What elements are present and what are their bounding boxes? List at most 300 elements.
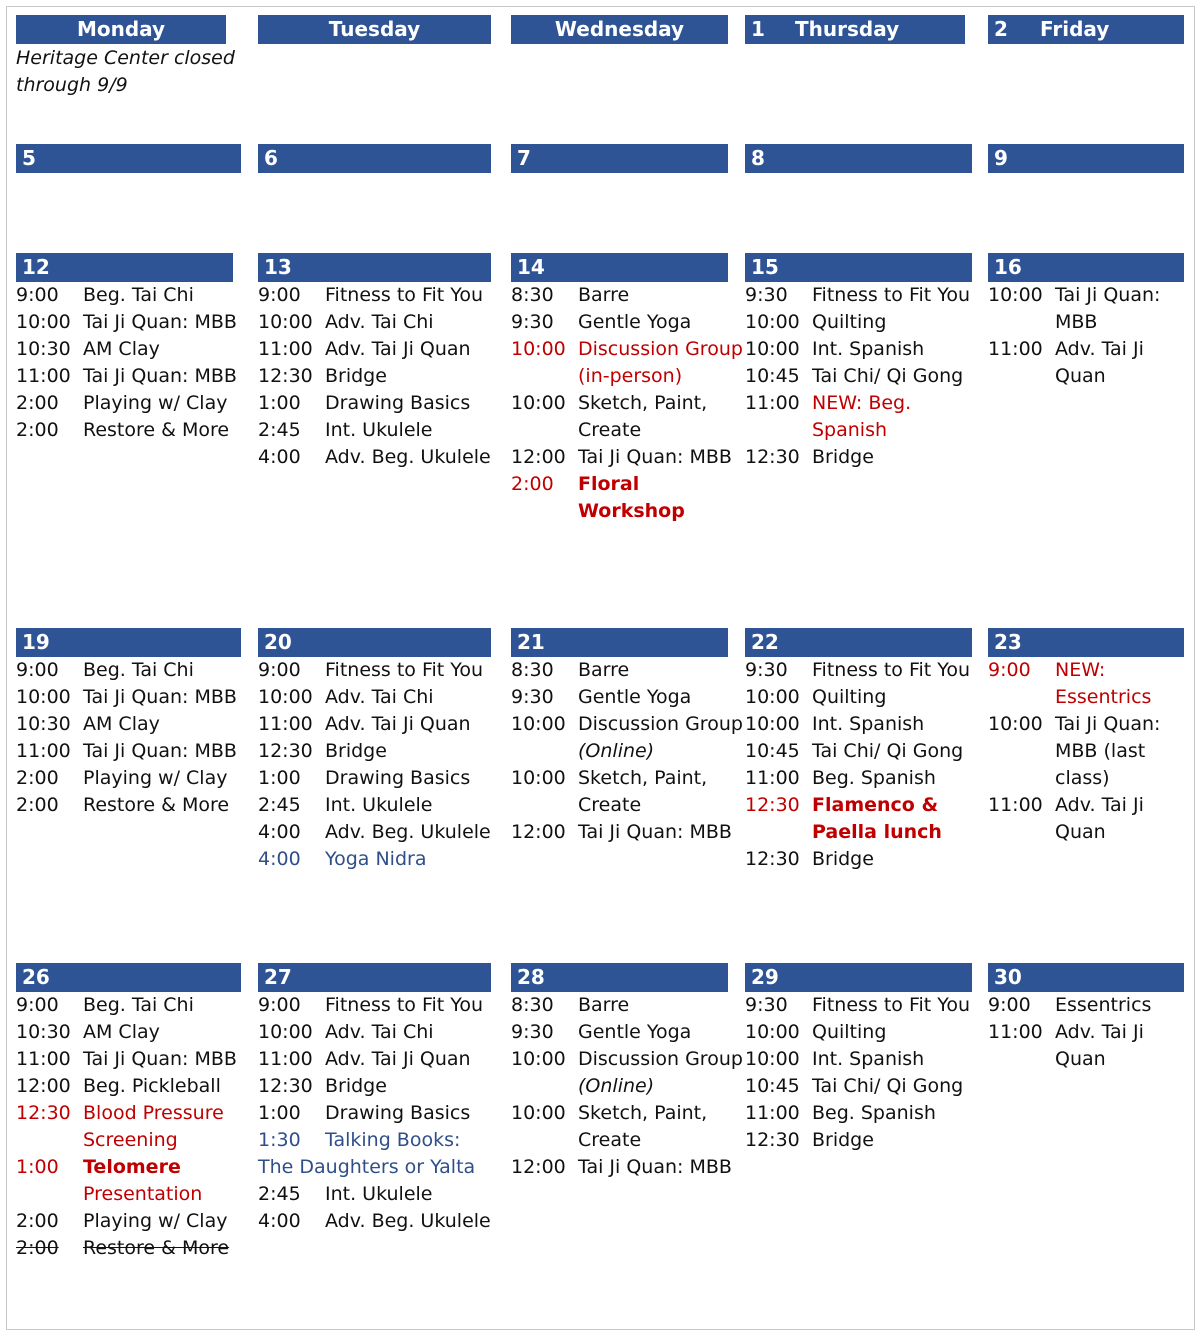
day-number: 7 <box>517 146 531 170</box>
event-time: 9:00 <box>258 659 301 681</box>
date-bar-13 <box>258 253 491 282</box>
event-item <box>511 819 747 846</box>
event-time: 10:00 <box>511 767 566 789</box>
event-item <box>16 711 252 738</box>
event-time: 9:00 <box>988 994 1031 1016</box>
event-time: 11:00 <box>988 794 1043 816</box>
event-item <box>511 336 747 390</box>
event-item <box>511 282 747 309</box>
event-name <box>812 792 981 846</box>
event-time: 10:00 <box>745 1021 800 1043</box>
event-name-text: Gentle Yoga <box>578 311 692 333</box>
event-name <box>812 657 981 684</box>
event-time: 11:00 <box>988 338 1043 360</box>
date-bar-12 <box>16 253 233 282</box>
event-name-text: Discussion Group (in-person) <box>578 338 743 387</box>
header-day-label: Monday <box>76 17 166 41</box>
event-name <box>325 657 494 684</box>
event-item <box>16 1208 252 1235</box>
event-item <box>258 819 494 846</box>
event-name-text: NEW: Essentrics <box>1055 659 1152 708</box>
event-name-text: Sketch, Paint, Create <box>578 767 708 816</box>
event-time: 11:00 <box>16 1048 71 1070</box>
event-name-text: Fitness to Fit You <box>812 284 971 306</box>
event-name <box>83 738 252 765</box>
event-name <box>325 282 494 309</box>
event-time: 2:00 <box>16 1210 59 1232</box>
event-name-text: Flamenco & Paella lunch <box>812 794 942 843</box>
event-item <box>16 992 252 1019</box>
event-name <box>812 336 981 363</box>
event-time: 10:30 <box>16 713 71 735</box>
event-time: 12:00 <box>511 821 566 843</box>
event-item <box>258 336 494 363</box>
event-name-text: Tai Ji Quan: MBB (last class) <box>1055 713 1161 789</box>
event-name <box>83 1235 252 1262</box>
event-item <box>16 765 252 792</box>
event-list-21 <box>511 657 747 846</box>
event-item <box>258 1019 494 1046</box>
event-name <box>1055 992 1184 1019</box>
event-name-text: Fitness to Fit You <box>325 284 484 306</box>
event-name <box>83 684 252 711</box>
date-bar-16 <box>988 253 1184 282</box>
date-bar-6 <box>258 144 491 173</box>
event-item <box>511 657 747 684</box>
event-time: 12:30 <box>745 446 800 468</box>
day-number: 2 <box>994 17 1008 41</box>
event-item <box>16 1154 252 1208</box>
event-item <box>988 992 1184 1019</box>
day-number: 12 <box>22 255 50 279</box>
event-name-text: Adv. Tai Chi <box>325 686 434 708</box>
event-name <box>325 417 494 444</box>
event-item <box>988 282 1184 336</box>
event-name <box>325 846 494 873</box>
event-name <box>578 471 747 525</box>
day-number: 30 <box>994 965 1022 989</box>
event-time: 10:00 <box>16 311 71 333</box>
event-item <box>745 309 981 336</box>
event-name <box>325 1046 494 1073</box>
event-item <box>258 657 494 684</box>
event-item <box>511 1154 747 1181</box>
event-name-text: Tai Ji Quan: MBB <box>83 740 237 762</box>
event-name <box>812 1127 981 1154</box>
event-name <box>812 1046 981 1073</box>
event-name <box>812 711 981 738</box>
event-time: 2:00 <box>16 794 59 816</box>
event-item <box>16 657 252 684</box>
event-item <box>16 792 252 819</box>
event-item <box>16 282 252 309</box>
event-name-text: Tai Chi/ Qi Gong <box>812 1075 964 1097</box>
event-name <box>83 1073 252 1100</box>
event-name-text: AM Clay <box>83 1021 160 1043</box>
event-name-text: Playing w/ Clay <box>83 1210 228 1232</box>
day-number: 1 <box>751 17 765 41</box>
event-time: 4:00 <box>258 1210 301 1232</box>
event-name-text: Tai Ji Quan: MBB <box>578 821 732 843</box>
event-item <box>16 738 252 765</box>
event-name-text: Tai Ji Quan: MBB <box>83 686 237 708</box>
event-time: 10:00 <box>745 686 800 708</box>
event-time: 10:00 <box>511 713 566 735</box>
event-name <box>325 336 494 363</box>
event-name-text: Drawing Basics <box>325 767 471 789</box>
event-item <box>16 1046 252 1073</box>
day-number: 16 <box>994 255 1022 279</box>
event-item <box>511 992 747 1019</box>
event-item <box>16 309 252 336</box>
event-time: 9:30 <box>745 659 788 681</box>
event-time: 12:30 <box>258 1075 313 1097</box>
event-time: 2:00 <box>16 1237 59 1259</box>
day-number: 26 <box>22 965 50 989</box>
event-name-text: Adv. Beg. Ukulele <box>325 446 491 468</box>
event-name-text: Telomere <box>83 1156 181 1178</box>
event-time: 8:30 <box>511 284 554 306</box>
event-list-29 <box>745 992 981 1154</box>
event-name-text: Int. Ukulele <box>325 1183 433 1205</box>
event-name-text: Floral Workshop <box>578 473 685 522</box>
event-time: 10:00 <box>16 686 71 708</box>
event-name <box>83 1046 252 1073</box>
date-bar-30 <box>988 963 1184 992</box>
event-item <box>258 992 494 1019</box>
event-name-text: Adv. Tai Ji Quan <box>1055 794 1144 843</box>
event-list-23 <box>988 657 1184 846</box>
event-item <box>258 1181 494 1208</box>
event-item <box>258 444 494 471</box>
event-list-14 <box>511 282 747 525</box>
event-item <box>511 471 747 525</box>
event-time: 12:30 <box>258 740 313 762</box>
event-item <box>16 1019 252 1046</box>
event-item <box>258 846 494 873</box>
event-item <box>988 792 1184 846</box>
event-name <box>1055 657 1184 711</box>
event-time: 10:00 <box>258 686 313 708</box>
date-bar-15 <box>745 253 972 282</box>
event-name <box>812 765 981 792</box>
event-name-text: Tai Chi/ Qi Gong <box>812 740 964 762</box>
event-time: 10:00 <box>258 311 313 333</box>
event-time: 11:00 <box>745 1102 800 1124</box>
event-name-text: Adv. Tai Chi <box>325 311 434 333</box>
event-time: 9:30 <box>511 311 554 333</box>
event-name-text: Bridge <box>325 1075 387 1097</box>
event-item <box>745 846 981 873</box>
event-name <box>578 1154 747 1181</box>
header-wednesday <box>511 15 728 44</box>
event-name-text: Blood Pressure Screening <box>83 1102 224 1151</box>
event-item <box>258 282 494 309</box>
event-name <box>325 1181 494 1208</box>
header-tuesday <box>258 15 491 44</box>
event-name <box>578 684 747 711</box>
date-bar-21 <box>511 628 728 657</box>
event-name <box>83 765 252 792</box>
event-name-text: AM Clay <box>83 713 160 735</box>
day-number: 27 <box>264 965 292 989</box>
day-number: 23 <box>994 630 1022 654</box>
event-name-text: Adv. Tai Chi <box>325 1021 434 1043</box>
event-item <box>258 738 494 765</box>
event-time: 4:00 <box>258 446 301 468</box>
event-name <box>812 1073 981 1100</box>
date-bar-26 <box>16 963 241 992</box>
event-list-30 <box>988 992 1184 1073</box>
event-time: 9:00 <box>16 659 59 681</box>
event-name <box>325 711 494 738</box>
event-name <box>1055 711 1184 792</box>
event-time: 2:00 <box>16 419 59 441</box>
event-list-20 <box>258 657 494 873</box>
event-name <box>578 711 747 765</box>
event-time: 1:30 <box>258 1129 301 1151</box>
event-name <box>1055 282 1184 336</box>
event-name-text: Barre <box>578 659 630 681</box>
event-time: 9:00 <box>988 659 1031 681</box>
event-name-text: Barre <box>578 994 630 1016</box>
event-name-text: Sketch, Paint, Create <box>578 1102 708 1151</box>
header-day-label: Friday <box>1040 17 1110 41</box>
event-time: 2:45 <box>258 419 301 441</box>
event-name-text: Adv. Beg. Ukulele <box>325 1210 491 1232</box>
event-list-19 <box>16 657 252 819</box>
event-item <box>258 309 494 336</box>
event-name <box>578 657 747 684</box>
event-name <box>812 309 981 336</box>
event-time: 8:30 <box>511 994 554 1016</box>
event-name <box>1055 336 1184 390</box>
event-name <box>578 992 747 1019</box>
event-time: 10:00 <box>511 392 566 414</box>
event-name <box>83 711 252 738</box>
event-name-text: Beg. Tai Chi <box>83 284 194 306</box>
event-name-text: Bridge <box>325 365 387 387</box>
event-name-text: Int. Spanish <box>812 338 925 360</box>
event-name-text: Bridge <box>812 446 874 468</box>
day-number: 8 <box>751 146 765 170</box>
event-name-text: Fitness to Fit You <box>812 659 971 681</box>
event-name <box>325 819 494 846</box>
event-name <box>83 1100 252 1154</box>
event-item <box>745 1019 981 1046</box>
closure-note: Heritage Center closed through 9/9 <box>16 47 235 96</box>
event-name <box>325 1073 494 1100</box>
event-name <box>325 1019 494 1046</box>
day-number: 13 <box>264 255 292 279</box>
event-item <box>258 363 494 390</box>
event-time: 9:00 <box>258 284 301 306</box>
event-item <box>988 657 1184 711</box>
event-name <box>83 417 252 444</box>
event-time: 9:00 <box>258 994 301 1016</box>
event-name-text: Bridge <box>325 740 387 762</box>
event-time: 10:00 <box>745 311 800 333</box>
event-name-text: Sketch, Paint, Create <box>578 392 708 441</box>
date-bar-19 <box>16 628 241 657</box>
event-name-text: NEW: Beg. Spanish <box>812 392 912 441</box>
event-name <box>325 444 494 471</box>
event-item <box>16 1235 252 1262</box>
event-name-text: Drawing Basics <box>325 1102 471 1124</box>
header-day-label: Tuesday <box>328 17 421 41</box>
event-name <box>325 309 494 336</box>
event-format-note: (Online) <box>578 740 655 762</box>
event-item <box>16 1100 252 1154</box>
event-time: 12:30 <box>745 1129 800 1151</box>
event-name <box>83 336 252 363</box>
date-bar-7 <box>511 144 728 173</box>
event-name <box>83 1208 252 1235</box>
event-name <box>325 684 494 711</box>
event-name-text: Fitness to Fit You <box>325 659 484 681</box>
event-time: 10:00 <box>988 284 1043 306</box>
event-time: 9:30 <box>511 686 554 708</box>
event-item <box>16 417 252 444</box>
event-name-text: Drawing Basics <box>325 392 471 414</box>
event-item <box>511 1046 747 1100</box>
date-bar-27 <box>258 963 491 992</box>
event-name <box>83 1154 252 1208</box>
event-name <box>325 1208 494 1235</box>
date-bar-28 <box>511 963 728 992</box>
event-time: 10:00 <box>745 338 800 360</box>
date-bar-14 <box>511 253 728 282</box>
day-number: 29 <box>751 965 779 989</box>
event-name-text: Restore & More <box>83 419 230 441</box>
event-item <box>745 684 981 711</box>
event-name-text: Tai Ji Quan: MBB <box>83 311 237 333</box>
event-time: 10:45 <box>745 740 800 762</box>
event-name <box>812 1100 981 1127</box>
event-name-text: Int. Ukulele <box>325 794 433 816</box>
header-monday <box>16 15 226 44</box>
event-name <box>325 792 494 819</box>
event-time: 8:30 <box>511 659 554 681</box>
event-time: 10:00 <box>988 713 1043 735</box>
day-number: 15 <box>751 255 779 279</box>
day-number: 22 <box>751 630 779 654</box>
day-number: 14 <box>517 255 545 279</box>
event-name <box>325 390 494 417</box>
event-time: 2:45 <box>258 1183 301 1205</box>
event-time: 9:30 <box>511 1021 554 1043</box>
date-bar-23 <box>988 628 1184 657</box>
header-day-label: Thursday <box>795 17 900 41</box>
event-name <box>83 792 252 819</box>
event-time: 10:00 <box>745 1048 800 1070</box>
event-name <box>83 1019 252 1046</box>
event-time: 2:00 <box>16 767 59 789</box>
event-name <box>578 1019 747 1046</box>
event-name <box>578 819 747 846</box>
event-time: 10:30 <box>16 338 71 360</box>
event-name <box>578 309 747 336</box>
event-name-text: Tai Ji Quan: MBB <box>1055 284 1161 333</box>
date-bar-9 <box>988 144 1184 173</box>
event-name-text: Quilting <box>812 1021 887 1043</box>
event-time: 11:00 <box>16 740 71 762</box>
event-name-text: Beg. Tai Chi <box>83 994 194 1016</box>
event-name-text: Tai Ji Quan: MBB <box>83 365 237 387</box>
event-name <box>83 282 252 309</box>
event-name-text: Bridge <box>812 848 874 870</box>
event-time: 11:00 <box>745 392 800 414</box>
event-item <box>511 1100 747 1154</box>
event-name-text: Essentrics <box>1055 994 1152 1016</box>
event-name <box>578 282 747 309</box>
date-bar-20 <box>258 628 491 657</box>
event-list-16 <box>988 282 1184 390</box>
event-time: 2:00 <box>16 392 59 414</box>
event-time: 10:45 <box>745 365 800 387</box>
event-name <box>1055 792 1184 846</box>
event-item <box>16 363 252 390</box>
event-name <box>812 1019 981 1046</box>
event-time: 9:30 <box>745 284 788 306</box>
event-item <box>16 1073 252 1100</box>
day-number: 28 <box>517 965 545 989</box>
event-item <box>745 992 981 1019</box>
event-item <box>511 390 747 444</box>
event-item <box>988 711 1184 792</box>
event-name <box>578 1046 747 1100</box>
event-name-text: Discussion Group <box>578 1048 743 1070</box>
event-name-text: Adv. Tai Ji Quan <box>1055 338 1144 387</box>
event-time: 12:30 <box>745 794 800 816</box>
event-item <box>258 417 494 444</box>
event-name-text: Restore & More <box>83 1237 230 1259</box>
event-name-text: Yoga Nidra <box>325 848 427 870</box>
event-item <box>258 1127 494 1181</box>
event-name-text: Discussion Group <box>578 713 743 735</box>
event-item <box>258 711 494 738</box>
event-time: 11:00 <box>988 1021 1043 1043</box>
event-name-text: Playing w/ Clay <box>83 767 228 789</box>
event-name-text: AM Clay <box>83 338 160 360</box>
event-list-13 <box>258 282 494 471</box>
event-time: 10:00 <box>511 338 566 360</box>
event-item <box>745 282 981 309</box>
event-item <box>745 1073 981 1100</box>
event-time: 10:45 <box>745 1075 800 1097</box>
event-name <box>812 363 981 390</box>
event-time: 1:00 <box>258 1102 301 1124</box>
event-time: 12:30 <box>16 1102 71 1124</box>
event-name <box>812 390 981 444</box>
event-time: 9:00 <box>16 994 59 1016</box>
event-name <box>325 363 494 390</box>
event-name <box>325 992 494 1019</box>
event-name: Talking Books: The Daughters or Yalta <box>258 1129 476 1178</box>
event-name <box>578 1100 747 1154</box>
event-name <box>325 765 494 792</box>
event-name-text: Adv. Tai Ji Quan <box>325 1048 471 1070</box>
event-item <box>258 1073 494 1100</box>
event-item <box>745 1046 981 1073</box>
event-name <box>578 444 747 471</box>
event-item <box>988 1019 1184 1073</box>
event-name-text: Beg. Tai Chi <box>83 659 194 681</box>
event-time: 12:30 <box>745 848 800 870</box>
event-name <box>812 738 981 765</box>
event-time: 11:00 <box>258 338 313 360</box>
date-bar-29 <box>745 963 972 992</box>
